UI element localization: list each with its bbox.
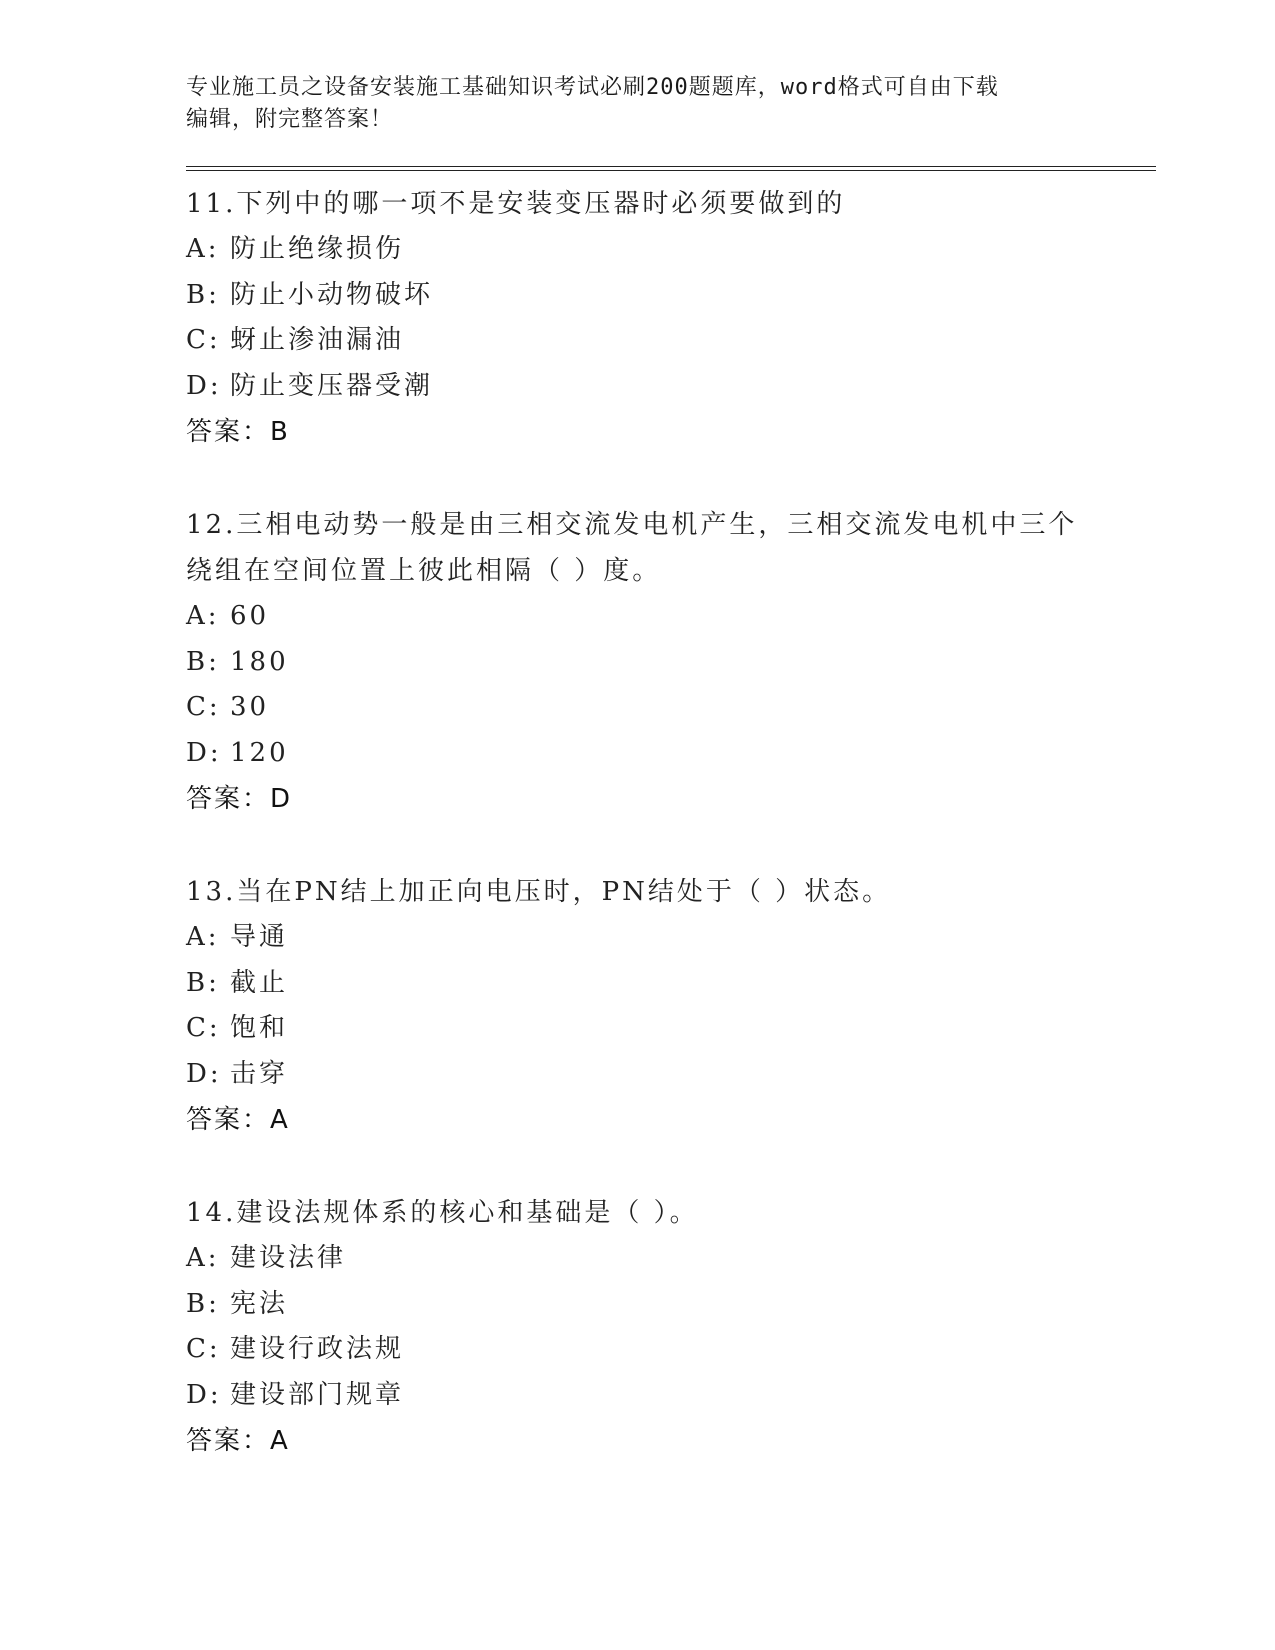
- option-letter: B:: [186, 967, 220, 998]
- question-stem: 14.建设法规体系的核心和基础是（ ）。: [186, 1198, 699, 1228]
- option-text: 防止变压器受潮: [230, 370, 434, 401]
- option-c: [186, 1006, 1156, 1052]
- option-letter: C:: [186, 1013, 221, 1043]
- option-text: 30: [230, 692, 270, 722]
- option-letter: A:: [186, 922, 220, 952]
- question-stem: 12.三相电动势一般是由三相交流发电机产生，三相交流发电机中三个: [186, 510, 1078, 540]
- option-text: 防止小动物破坏: [230, 279, 434, 310]
- option-c: [186, 318, 1156, 364]
- option-text: 宪法: [230, 1288, 289, 1319]
- option-letter: B:: [186, 646, 220, 677]
- question-stem-continued: 绕组在空间位置上彼此相隔（ ）度。: [186, 556, 662, 586]
- option-a: [186, 1236, 1156, 1282]
- option-letter: D:: [186, 1379, 222, 1410]
- option-b: [186, 273, 1156, 319]
- option-a: [186, 227, 1156, 273]
- option-text: 120: [230, 737, 289, 768]
- option-text: 饱和: [230, 1013, 289, 1043]
- option-c: [186, 1327, 1156, 1373]
- option-letter: D:: [186, 737, 222, 768]
- question-12: [186, 502, 1156, 822]
- answer-line: 答案：B: [186, 417, 290, 447]
- option-text: 防止绝缘损伤: [230, 234, 405, 264]
- option-letter: A:: [186, 1243, 220, 1273]
- option-text: 击穿: [230, 1058, 289, 1089]
- option-d: [186, 1052, 1156, 1098]
- option-letter: C:: [186, 1334, 221, 1364]
- option-d: [186, 731, 1156, 777]
- header-line-2: 编辑，附完整答案！: [186, 107, 394, 132]
- question-stem: 11.下列中的哪一项不是安装变压器时必须要做到的: [186, 189, 846, 219]
- option-b: [186, 1282, 1156, 1328]
- option-letter: D:: [186, 1058, 222, 1089]
- option-a: [186, 915, 1156, 961]
- option-b: [186, 640, 1156, 686]
- option-b: [186, 961, 1156, 1007]
- question-13: [186, 869, 1156, 1143]
- option-letter: B:: [186, 1288, 220, 1319]
- option-text: 蚜止渗油漏油: [230, 325, 405, 355]
- option-d: [186, 1373, 1156, 1419]
- option-letter: C:: [186, 692, 221, 722]
- option-text: 建设部门规章: [230, 1379, 405, 1410]
- option-letter: B:: [186, 279, 220, 310]
- option-text: 180: [230, 646, 289, 677]
- answer-line: 答案：A: [186, 1426, 290, 1456]
- option-a: [186, 594, 1156, 640]
- option-letter: C:: [186, 325, 221, 355]
- document-page: [186, 72, 1156, 1511]
- option-letter: A:: [186, 601, 220, 631]
- option-letter: D:: [186, 370, 222, 401]
- option-text: 60: [230, 601, 270, 631]
- option-c: [186, 685, 1156, 731]
- question-stem: 13.当在PN结上加正向电压时，PN结处于（ ）状态。: [186, 877, 892, 907]
- question-14: [186, 1190, 1156, 1464]
- option-text: 建设法律: [230, 1243, 347, 1273]
- header-divider: [186, 166, 1156, 171]
- option-letter: A:: [186, 234, 220, 264]
- document-header: [186, 72, 1086, 136]
- option-text: 导通: [230, 922, 289, 952]
- header-line-1: 专业施工员之设备安装施工基础知识考试必刷200题题库，word格式可自由下载: [186, 75, 999, 100]
- option-d: [186, 364, 1156, 410]
- option-text: 建设行政法规: [230, 1334, 405, 1364]
- answer-line: 答案：D: [186, 784, 293, 814]
- answer-line: 答案：A: [186, 1105, 290, 1135]
- question-list: [186, 181, 1156, 1464]
- question-11: [186, 181, 1156, 455]
- option-text: 截止: [230, 967, 289, 998]
